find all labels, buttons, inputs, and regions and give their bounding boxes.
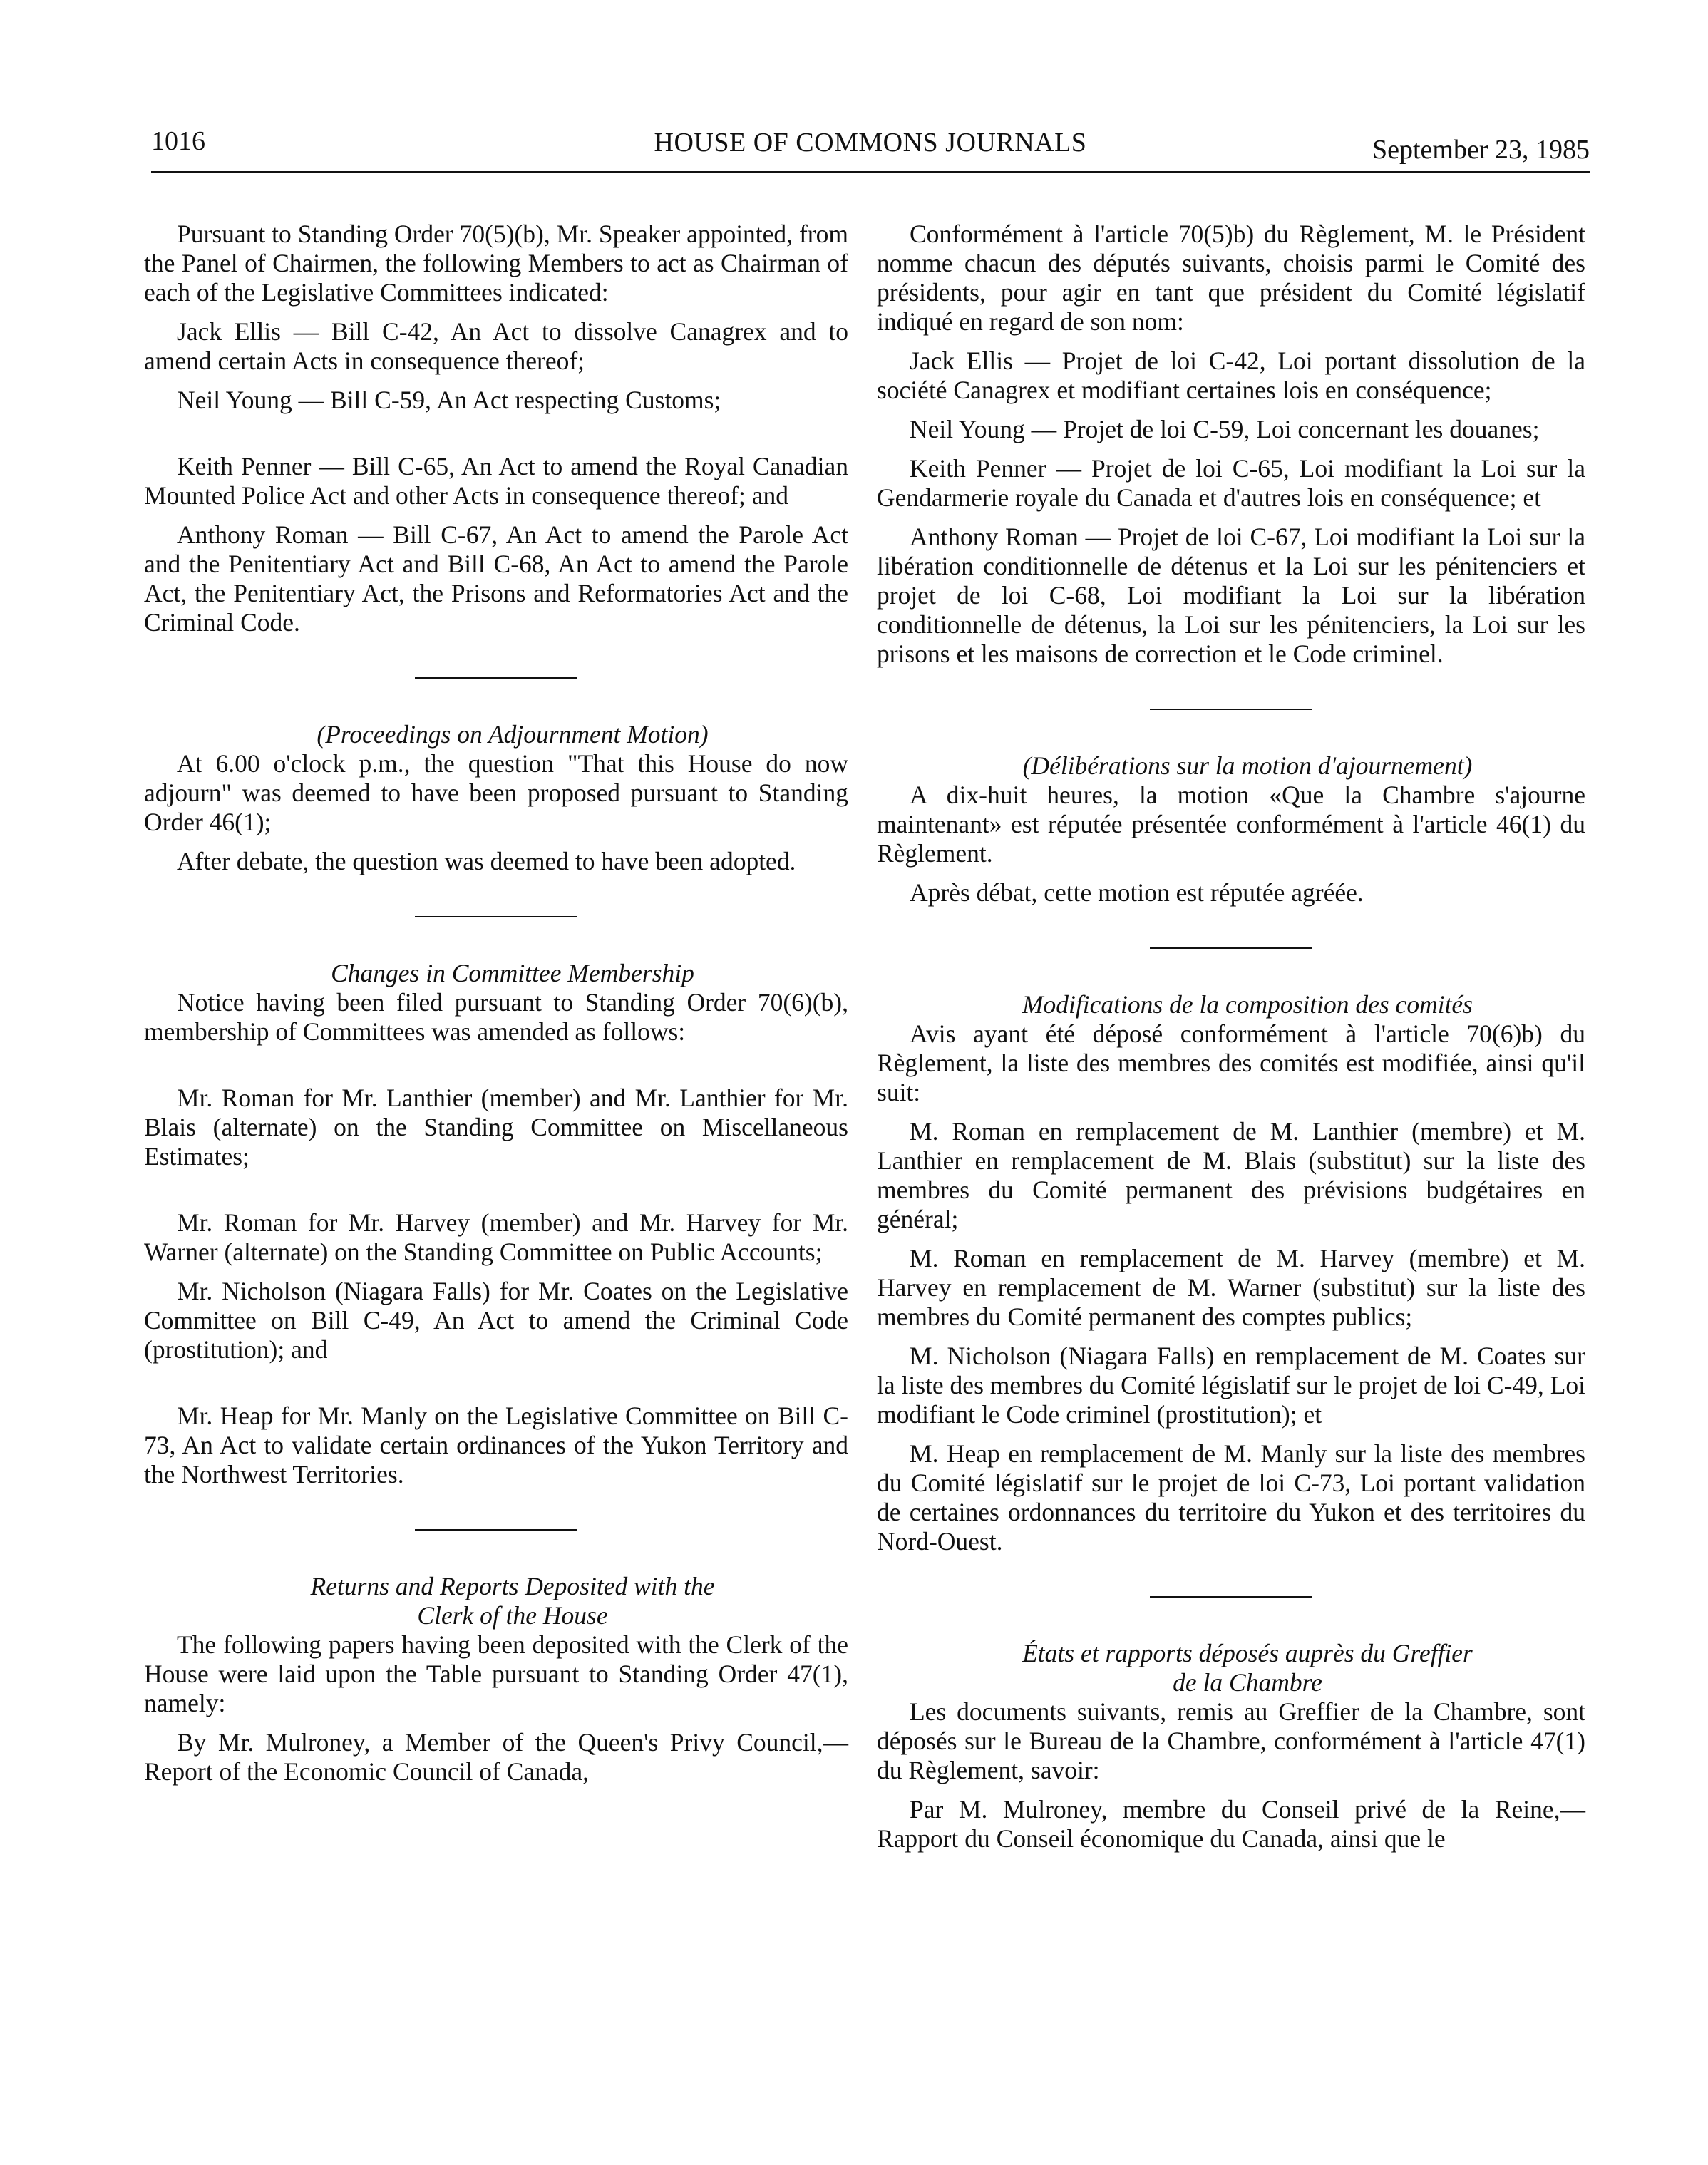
chairman-item: Jack Ellis — Projet de loi C-42, Loi portant dissolution de la société Canagrex et modifiant certaines lois en conséquence; xyxy=(877,346,1585,404)
section-divider xyxy=(415,916,577,917)
returns-title-line: États et rapports déposés auprès du Greffier xyxy=(1022,1639,1473,1667)
section-divider xyxy=(415,1529,577,1531)
adjournment-paragraph: A dix-huit heures, la motion «Que la Chambre s'ajourne maintenant» est réputée présentée conformément à l'article 46(1) du Règlement. xyxy=(877,781,1585,868)
section-divider xyxy=(415,677,577,679)
adjournment-title: (Proceedings on Adjournment Motion) xyxy=(317,720,709,749)
section-divider xyxy=(1150,1596,1312,1598)
adjournment-title: (Délibérations sur la motion d'ajournement) xyxy=(1022,751,1473,780)
chairman-item: Neil Young — Bill C-59, An Act respecting Customs; xyxy=(177,386,721,414)
returns-item: By Mr. Mulroney, a Member of the Queen's Privy Council,—Report of the Economic Council of Canada, xyxy=(144,1728,848,1786)
committee-changes-intro: Notice having been filed pursuant to Standing Order 70(6)(b), membership of Committees was amended as follows: xyxy=(144,988,848,1046)
returns-intro: The following papers having been deposited with the Clerk of the House were laid upon the Table pursuant to Standing Order 47(1), namely: xyxy=(144,1630,848,1717)
returns-title xyxy=(877,1639,1585,1697)
adjournment-paragraph: After debate, the question was deemed to have been adopted. xyxy=(177,847,796,875)
chairman-item: Anthony Roman — Projet de loi C-67, Loi modifiant la Loi sur la libération conditionnelle de détenus et la Loi sur les pénitenciers et projet de loi C-68, Loi modifiant la Loi sur la libération conditionnelle de détenus, la Loi sur les pénitenciers, la Loi sur les prisons et les maisons de correction et le Code criminel. xyxy=(877,523,1585,668)
returns-title-line: Returns and Reports Deposited with the xyxy=(310,1572,715,1600)
chairmen-intro: Pursuant to Standing Order 70(5)(b), Mr. Speaker appointed, from the Panel of Chairmen, the following Members to act as Chairman of each of the Legislative Committees indicated: xyxy=(144,220,848,307)
french-column xyxy=(877,220,1585,1853)
committee-changes-intro: Avis ayant été déposé conformément à l'article 70(6)b) du Règlement, la liste des membres des comités est modifiée, ainsi qu'il suit: xyxy=(877,1019,1585,1106)
chairman-item: Keith Penner — Projet de loi C-65, Loi modifiant la Loi sur la Gendarmerie royale du Canada et d'autres lois en conséquence; et xyxy=(877,454,1585,512)
chairman-item: Keith Penner — Bill C-65, An Act to amend the Royal Canadian Mounted Police Act and other Acts in consequence thereof; and xyxy=(144,452,848,510)
returns-title-line: Clerk of the House xyxy=(417,1601,608,1630)
section-divider xyxy=(1150,947,1312,949)
returns-intro: Les documents suivants, remis au Greffier de la Chambre, sont déposés sur le Bureau de la Chambre, conformément à l'article 47(1) du Règlement, savoir: xyxy=(877,1697,1585,1784)
committee-change-item: Mr. Nicholson (Niagara Falls) for Mr. Coates on the Legislative Committee on Bill C-49, An Act to amend the Criminal Code (prostitution); and xyxy=(144,1277,848,1364)
committee-change-item: Mr. Roman for Mr. Lanthier (member) and Mr. Lanthier for Mr. Blais (alternate) on the Standing Committee on Miscellaneous Estimates; xyxy=(144,1084,848,1171)
committee-change-item: M. Heap en remplacement de M. Manly sur la liste des membres du Comité législatif sur le projet de loi C-73, Loi portant validation de certaines ordonnances du territoire du Yukon et des territoires du Nord-Ouest. xyxy=(877,1439,1585,1555)
page-number: 1016 xyxy=(151,126,205,156)
english-column xyxy=(144,220,848,1786)
page-header xyxy=(151,120,1590,173)
committee-change-item: Mr. Heap for Mr. Manly on the Legislative Committee on Bill C-73, An Act to validate certain ordinances of the Yukon Territory and the Northwest Territories. xyxy=(144,1402,848,1488)
committee-changes-title: Changes in Committee Membership xyxy=(331,959,694,987)
returns-item: Par M. Mulroney, membre du Conseil privé de la Reine,—Rapport du Conseil économique du Canada, ainsi que le xyxy=(877,1795,1585,1853)
returns-title xyxy=(144,1572,848,1630)
chairman-item: Jack Ellis — Bill C-42, An Act to dissolve Canagrex and to amend certain Acts in consequence thereof; xyxy=(144,317,848,375)
chairman-item: Neil Young — Projet de loi C-59, Loi concernant les douanes; xyxy=(910,415,1540,443)
committee-change-item: M. Roman en remplacement de M. Lanthier (membre) et M. Lanthier en remplacement de M. Blais (substitut) sur la liste des membres du Comité permanent des prévisions budgétaires en général; xyxy=(877,1117,1585,1233)
section-divider xyxy=(1150,709,1312,710)
adjournment-paragraph: At 6.00 o'clock p.m., the question "That this House do now adjourn" was deemed to have been proposed pursuant to Standing Order 46(1); xyxy=(144,749,848,836)
committee-changes-title: Modifications de la composition des comités xyxy=(1022,990,1473,1019)
chairman-item: Anthony Roman — Bill C-67, An Act to amend the Parole Act and the Penitentiary Act and Bill C-68, An Act to amend the Parole Act, the Penitentiary Act, the Prisons and Reformatories Act and the Criminal Code. xyxy=(144,520,848,637)
returns-title-line: de la Chambre xyxy=(1173,1668,1322,1697)
journal-date: September 23, 1985 xyxy=(1372,135,1590,165)
chairmen-intro: Conformément à l'article 70(5)b) du Règlement, M. le Président nomme chacun des députés suivants, choisis parmi le Comité des présidents, pour agir en tant que président du Comité législatif indiqué en regard de son nom: xyxy=(877,220,1585,336)
committee-change-item: M. Roman en remplacement de M. Harvey (membre) et M. Harvey en remplacement de M. Warner (substitut) sur la liste des membres du Comité permanent des comptes publics; xyxy=(877,1244,1585,1331)
committee-change-item: Mr. Roman for Mr. Harvey (member) and Mr. Harvey for Mr. Warner (alternate) on the Standing Committee on Public Accounts; xyxy=(144,1208,848,1266)
journal-title: HOUSE OF COMMONS JOURNALS xyxy=(654,128,1087,158)
committee-change-item: M. Nicholson (Niagara Falls) en remplacement de M. Coates sur la liste des membres du Comité législatif sur le projet de loi C-49, Loi modifiant le Code criminel (prostitution); et xyxy=(877,1342,1585,1429)
adjournment-paragraph: Après débat, cette motion est réputée agréée. xyxy=(910,878,1364,907)
